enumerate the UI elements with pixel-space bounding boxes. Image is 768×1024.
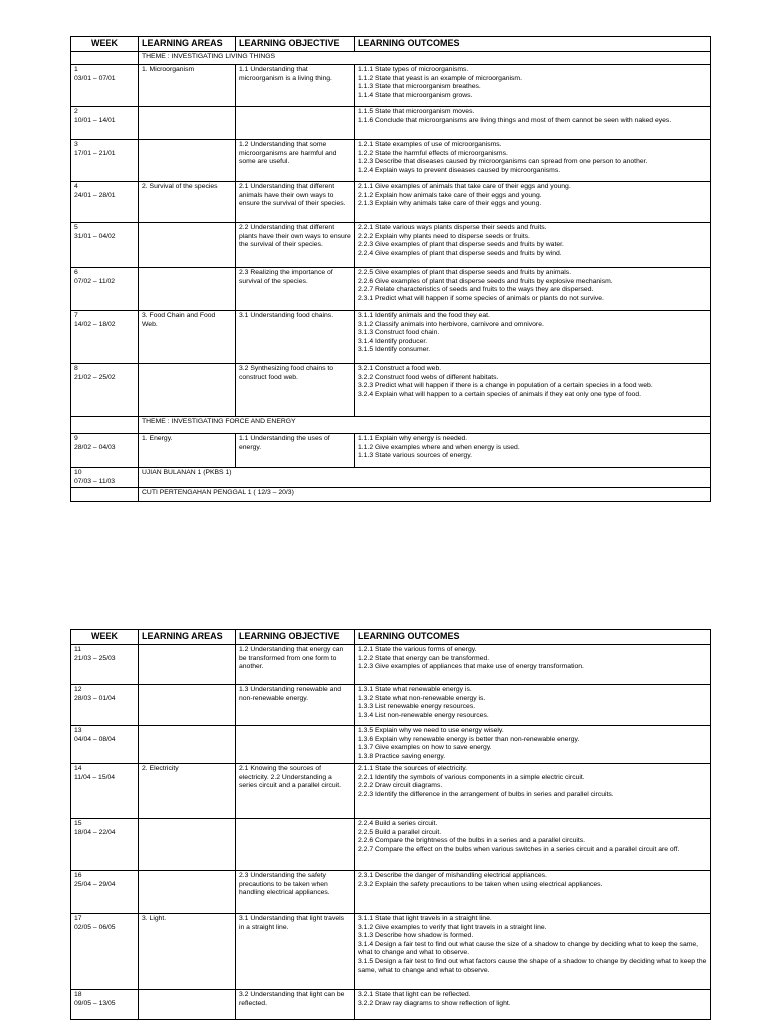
learning-outcomes-cell	[355, 311, 711, 364]
week-row-9	[71, 434, 711, 468]
scheme-of-work-table-2	[70, 629, 711, 1020]
week-cell	[71, 223, 139, 268]
learning-objective-cell: 1.1 Understanding that microorganism is a living thing.	[236, 65, 355, 107]
learning-outcomes-cell	[355, 871, 711, 914]
learning-area-cell: 3. Light.	[139, 914, 236, 990]
outcome-item: 1.3.3 List renewable energy resources.	[358, 703, 476, 711]
week-number: 18	[74, 991, 82, 998]
outcome-item: 3.1.2 Give examples to verify that light travels in a straight line.	[358, 923, 547, 931]
learning-objective-cell: 1.2 Understanding that some microorganisms are harmful and some are useful.	[236, 140, 355, 182]
scheme-of-work-table-1	[70, 36, 711, 502]
outcome-item: 1.1.2 Give examples where and when energy is used.	[358, 443, 520, 451]
outcome-item: 3.2.1 State that light can be reflected.	[358, 991, 471, 998]
learning-outcomes-cell	[355, 140, 711, 182]
outcome-item: 1.3.2 State what non-renewable energy is.	[358, 694, 486, 702]
learning-outcomes-header: LEARNING OUTCOMES	[355, 630, 711, 645]
outcome-item: 1.3.1 State what renewable energy is.	[358, 686, 472, 693]
outcome-item: 1.3.8 Practice saving energy.	[358, 752, 446, 760]
outcome-item: 1.1.6 Conclude that microorganisms are living things and most of them cannot be seen with naked eyes.	[358, 116, 672, 124]
outcome-item: 2.3.1 Predict what will happen if some species of animals or plants do not survive.	[358, 294, 604, 302]
week-cell	[71, 65, 139, 107]
outcome-item: 2.1.2 Explain how animals take care of their eggs and young.	[358, 191, 542, 199]
week-cell	[71, 819, 139, 871]
learning-areas-header: LEARNING AREAS	[139, 37, 236, 52]
week-cell	[71, 990, 139, 1020]
week-row	[71, 645, 711, 685]
week-cell	[71, 764, 139, 819]
theme-empty-cell	[71, 417, 139, 434]
week-dates: 07/03 – 11/03	[74, 477, 116, 485]
theme-empty-cell	[71, 52, 139, 65]
outcome-item: 3.2.2 Construct food webs of different habitats.	[358, 373, 499, 381]
learning-area-cell	[139, 223, 236, 268]
week-row	[71, 685, 711, 726]
outcome-item: 3.1.2 Classify animals into herbivore, carnivore and omnivore.	[358, 320, 544, 328]
outcome-item: 3.1.3 Describe how shadow is formed.	[358, 932, 474, 940]
week-number: 3	[74, 141, 78, 148]
outcome-item: 3.1.1 State that light travels in a straight line.	[358, 915, 492, 922]
week-row	[71, 819, 711, 871]
week-number: 12	[74, 686, 82, 693]
learning-objective-header: LEARNING OBJECTIVE	[236, 630, 355, 645]
week-row	[71, 140, 711, 182]
learning-objective-cell: 1.2 Understanding that energy can be transformed from one form to another.	[236, 645, 355, 685]
learning-outcomes-header: LEARNING OUTCOMES	[355, 37, 711, 52]
week-row	[71, 223, 711, 268]
learning-areas-header: LEARNING AREAS	[139, 630, 236, 645]
learning-outcomes-cell	[355, 223, 711, 268]
outcome-item: 3.2.3 Predict what will happen if there is a change in population of a certain species in a food web.	[358, 382, 653, 390]
learning-objective-cell: 3.1 Understanding that light travels in a straight line.	[236, 914, 355, 990]
learning-outcomes-cell	[355, 990, 711, 1020]
week-row	[71, 182, 711, 223]
outcome-item: 3.1.5 Design a fair test to find out what factors cause the shape of a shadow to change by deciding what to keep the same, what to change and what to observe.	[358, 957, 707, 974]
week-number: 8	[74, 365, 78, 372]
week-dates: 21/03 – 25/03	[74, 654, 116, 662]
week-number: 17	[74, 915, 82, 922]
learning-area-cell: 2. Electricity	[139, 764, 236, 819]
week-cell	[71, 914, 139, 990]
outcome-item: 2.1.1 Give examples of animals that take care of their eggs and young.	[358, 183, 571, 190]
week-number: 10	[74, 469, 82, 476]
outcome-item: 3.1.1 Identify animals and the food they eat.	[358, 312, 490, 319]
learning-area-cell: 1. Energy.	[139, 434, 236, 468]
outcome-item: 1.3.4 List non-renewable energy resources.	[358, 711, 489, 719]
week-number: 2	[74, 108, 78, 115]
learning-area-cell	[139, 268, 236, 311]
week-number: 1	[74, 66, 78, 73]
learning-objective-cell: 1.3 Understanding renewable and non-renewable energy.	[236, 685, 355, 726]
week-header: WEEK	[71, 37, 139, 52]
week-number: 7	[74, 312, 78, 319]
week-cell	[71, 726, 139, 764]
outcome-item: 3.1.4 Design a fair test to find out what cause the size of a shadow to change by deciding what to keep the same, what to change and what to observe.	[358, 940, 699, 957]
week-dates: 03/01 – 07/01	[74, 74, 116, 82]
week-number: 13	[74, 727, 82, 734]
week-row	[71, 764, 711, 819]
outcome-item: 1.2.1 State examples of use of microorganisms.	[358, 141, 502, 148]
learning-objective-cell: 2.2 Understanding that different plants have their own ways to ensure the survival of their species.	[236, 223, 355, 268]
week-dates: 18/04 – 22/04	[74, 828, 116, 836]
learning-area-cell	[139, 107, 236, 140]
outcome-item: 2.2.5 Give examples of plant that disperse seeds and fruits by animals.	[358, 269, 572, 276]
outcome-item: 2.2.6 Give examples of plant that disperse seeds and fruits by explosive mechanism.	[358, 277, 613, 285]
learning-outcomes-cell	[355, 914, 711, 990]
week-cell	[71, 140, 139, 182]
week-cell	[71, 107, 139, 140]
learning-area-cell	[139, 871, 236, 914]
week-dates: 31/01 – 04/02	[74, 232, 116, 240]
learning-objective-cell: 3.1 Understanding food chains.	[236, 311, 355, 364]
learning-objective-cell	[236, 819, 355, 871]
week-cell	[71, 311, 139, 364]
learning-outcomes-cell	[355, 268, 711, 311]
learning-area-cell: 3. Food Chain and Food Web.	[139, 311, 236, 364]
outcome-item: 2.2.2 Explain why plants need to disperse seeds or fruits.	[358, 232, 530, 240]
outcome-item: 1.2.4 Explain ways to prevent diseases caused by microorganisms.	[358, 166, 561, 174]
week-row	[71, 871, 711, 914]
outcome-item: 2.3.2 Explain the safety precautions to be taken when using electrical appliances.	[358, 880, 603, 888]
week-cell	[71, 871, 139, 914]
learning-area-cell: 2. Survival of the species	[139, 182, 236, 223]
week-number: 14	[74, 765, 82, 772]
outcome-item: 1.2.1 State the various forms of energy.	[358, 646, 477, 653]
learning-area-cell	[139, 645, 236, 685]
learning-outcomes-cell	[355, 65, 711, 107]
outcome-item: 2.2.5 Build a parallel circuit.	[358, 828, 442, 836]
week-cell	[71, 182, 139, 223]
learning-area-cell	[139, 685, 236, 726]
learning-outcomes-cell	[355, 726, 711, 764]
week-row	[71, 268, 711, 311]
week-dates: 14/02 – 18/02	[74, 320, 116, 328]
holiday-row	[71, 488, 711, 502]
learning-outcomes-cell	[355, 685, 711, 726]
week-dates: 11/04 – 15/04	[74, 773, 116, 781]
learning-outcomes-cell	[355, 364, 711, 417]
outcome-item: 2.2.4 Build a series circuit.	[358, 820, 438, 827]
learning-objective-cell: 2.1 Knowing the sources of electricity. 2.2 Understanding a series circuit and a parallel circuit.	[236, 764, 355, 819]
week-cell	[71, 434, 139, 468]
learning-area-cell	[139, 140, 236, 182]
outcome-item: 1.3.5 Explain why we need to use energy wisely.	[358, 727, 504, 734]
theme-row	[71, 417, 711, 434]
learning-objective-header: LEARNING OBJECTIVE	[236, 37, 355, 52]
week-cell	[71, 268, 139, 311]
week-row	[71, 65, 711, 107]
learning-area-cell	[139, 819, 236, 871]
outcome-item: 1.3.6 Explain why renewable energy is better than non-renewable energy.	[358, 735, 580, 743]
learning-outcomes-cell	[355, 107, 711, 140]
week-dates: 04/04 – 08/04	[74, 735, 116, 743]
outcome-item: 2.3.1 Describe the danger of mishandling electrical appliances.	[358, 872, 547, 879]
learning-outcomes-cell	[355, 182, 711, 223]
week-dates: 17/01 – 21/01	[74, 149, 116, 157]
outcome-item: 3.2.2 Draw ray diagrams to show reflection of light.	[358, 999, 511, 1007]
outcome-item: 2.2.1 State various ways plants disperse their seeds and fruits.	[358, 224, 547, 231]
holiday-empty-cell	[71, 488, 139, 502]
learning-outcomes-cell	[355, 819, 711, 871]
outcome-item: 1.1.5 State that microorganism moves.	[358, 108, 475, 115]
week-number: 11	[74, 646, 82, 653]
outcome-item: 2.2.3 Give examples of plant that disperse seeds and fruits by water.	[358, 241, 564, 249]
learning-area-cell	[139, 726, 236, 764]
week-row	[71, 914, 711, 990]
outcome-item: 2.2.3 Identify the difference in the arrangement of bulbs in series and parallel circuits.	[358, 790, 614, 798]
outcome-item: 2.2.6 Compare the brightness of the bulbs in a series and a parallel circuits.	[358, 837, 586, 845]
learning-objective-cell: 2.1 Understanding that different animals have their own ways to ensure the survival of their species.	[236, 182, 355, 223]
learning-outcomes-cell	[355, 645, 711, 685]
outcome-item: 2.2.1 Identify the symbols of various components in a simple electric circuit.	[358, 773, 585, 781]
week-number: 6	[74, 269, 78, 276]
week-dates: 09/05 – 13/05	[74, 999, 116, 1007]
week-dates: 10/01 – 14/01	[74, 116, 116, 124]
outcome-item: 1.2.2 State that energy can be transformed.	[358, 654, 490, 662]
learning-objective-cell: 3.2 Synthesizing food chains to construct food web.	[236, 364, 355, 417]
week-header: WEEK	[71, 630, 139, 645]
learning-area-cell: 1. Microorganism	[139, 65, 236, 107]
outcome-item: 2.2.2 Draw circuit diagrams.	[358, 782, 443, 790]
outcome-item: 1.2.2 State the harmful effects of microorganisms.	[358, 149, 508, 157]
week-row	[71, 726, 711, 764]
learning-objective-cell: 3.2 Understanding that light can be reflected.	[236, 990, 355, 1020]
week-dates: 28/03 – 01/04	[74, 694, 116, 702]
learning-objective-cell: 1.1 Understanding the uses of energy.	[236, 434, 355, 468]
week-row	[71, 311, 711, 364]
learning-objective-cell: 2.3 Realizing the importance of survival of the species.	[236, 268, 355, 311]
week-number: 4	[74, 183, 78, 190]
learning-area-cell	[139, 364, 236, 417]
learning-outcomes-cell	[355, 434, 711, 468]
outcome-item: 1.1.2 State that yeast is an example of microorganism.	[358, 74, 522, 82]
week-cell	[71, 468, 139, 488]
theme-row	[71, 52, 711, 65]
outcome-item: 2.2.4 Give examples of plant that disperse seeds and fruits by wind.	[358, 249, 562, 257]
outcome-item: 1.2.3 Give examples of appliances that make use of energy transformation.	[358, 663, 584, 671]
outcome-item: 2.1.1 State the sources of electricity.	[358, 765, 468, 772]
week-cell	[71, 645, 139, 685]
outcome-item: 2.2.7 Relate characteristics of seeds and fruits to the ways they are dispersed.	[358, 286, 594, 294]
week-row	[71, 107, 711, 140]
week-cell	[71, 685, 139, 726]
week-row	[71, 364, 711, 417]
outcome-item: 3.1.3 Construct food chain.	[358, 329, 440, 337]
header-row	[71, 37, 711, 52]
week-number: 15	[74, 820, 82, 827]
outcome-item: 1.2.3 Describe that diseases caused by microorganisms can spread from one person to another.	[358, 158, 648, 166]
week-row-10	[71, 468, 711, 488]
header-row	[71, 630, 711, 645]
outcome-item: 3.2.1 Construct a food web.	[358, 365, 442, 372]
week-number: 9	[74, 435, 78, 442]
outcome-item: 3.1.4 Identify producer.	[358, 337, 428, 345]
outcome-item: 2.2.7 Compare the effect on the bulbs when various switches in a series circuit and a parallel circuit are off.	[358, 845, 680, 853]
outcome-item: 1.1.3 State that microorganism breathes.	[358, 83, 481, 91]
week-dates: 25/04 – 29/04	[74, 880, 116, 888]
learning-objective-cell	[236, 726, 355, 764]
outcome-item: 1.1.1 State types of microorganisms.	[358, 66, 469, 73]
week-dates: 24/01 – 28/01	[74, 191, 116, 199]
theme-title: THEME : INVESTIGATING LIVING THINGS	[139, 52, 711, 65]
outcome-item: 1.1.3 State various sources of energy.	[358, 452, 472, 460]
week-row	[71, 990, 711, 1020]
holiday-title: CUTI PERTENGAHAN PENGGAL 1 ( 12/3 – 20/3)	[139, 488, 711, 502]
theme-title: THEME : INVESTIGATING FORCE AND ENERGY	[139, 417, 711, 434]
week-number: 5	[74, 224, 78, 231]
learning-objective-cell: 2.3 Understanding the safety precautions to be taken when handling electrical appliances.	[236, 871, 355, 914]
week-dates: 21/02 – 25/02	[74, 373, 116, 381]
week-dates: 02/05 – 06/05	[74, 923, 116, 931]
outcome-item: 3.1.5 Identify consumer.	[358, 346, 431, 354]
week-dates: 28/02 – 04/03	[74, 443, 116, 451]
learning-objective-cell	[236, 107, 355, 140]
outcome-item: 2.1.3 Explain why animals take care of their eggs and young.	[358, 200, 542, 208]
week-number: 16	[74, 872, 82, 879]
outcome-item: 1.1.4 State that microorganism grows.	[358, 91, 473, 99]
outcome-item: 3.2.4 Explain what will happen to a certain species of animals if they eat only one type of food.	[358, 390, 641, 398]
learning-area-cell	[139, 990, 236, 1020]
outcome-item: 1.3.7 Give examples on how to save energy.	[358, 744, 492, 752]
outcome-item: 1.1.1 Explain why energy is needed.	[358, 435, 468, 442]
exam-title: UJIAN BULANAN 1 (PKBS 1)	[139, 468, 711, 488]
week-dates: 07/02 – 11/02	[74, 277, 116, 285]
learning-outcomes-cell	[355, 764, 711, 819]
week-cell	[71, 364, 139, 417]
